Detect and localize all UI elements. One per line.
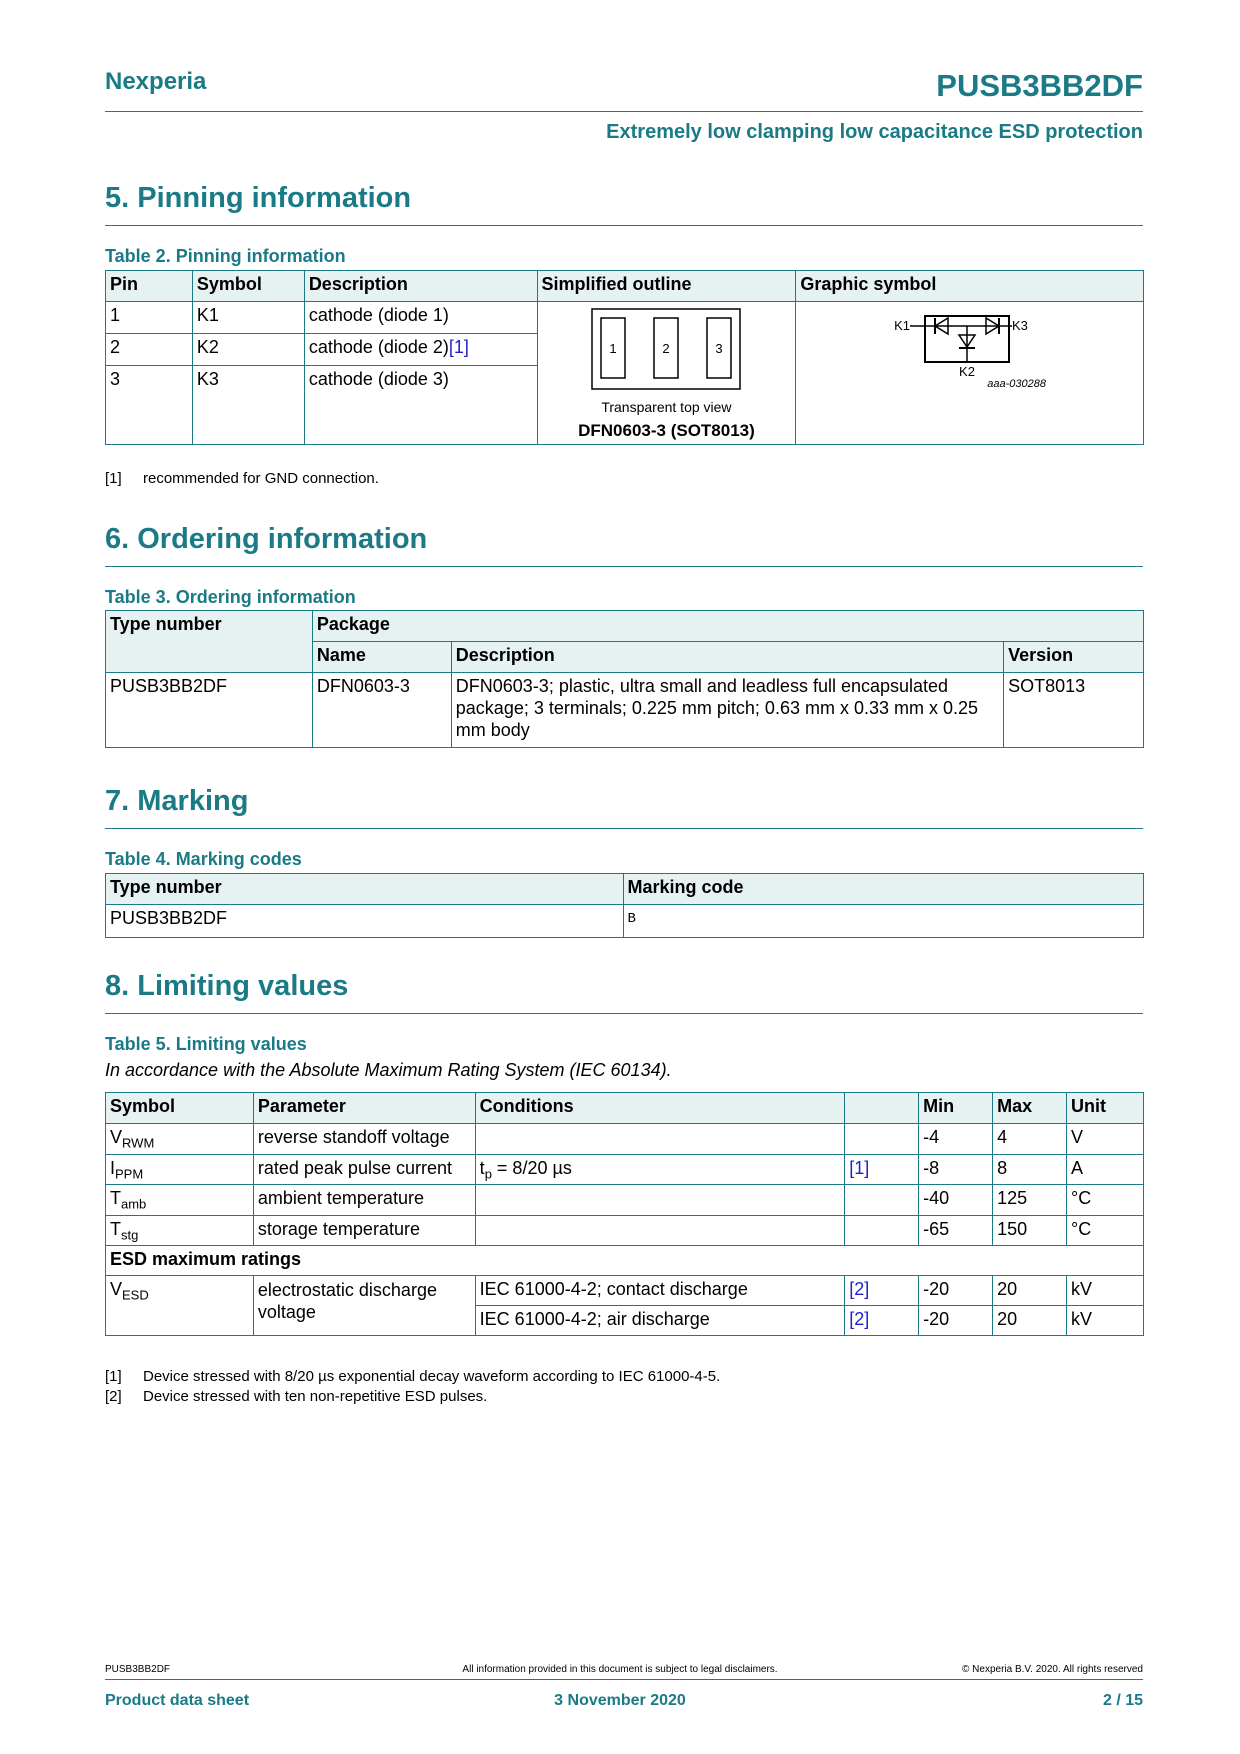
col-header: Marking code [623,874,1143,905]
min-cell: -8 [919,1154,993,1185]
col-header [845,1093,919,1124]
symbol-cell: K3 [192,365,304,399]
table-row [106,302,1144,334]
footnote-ref-link[interactable]: [2] [845,1306,919,1336]
ref-cell [845,1215,919,1246]
limiting-values-table [105,1092,1144,1336]
table-row [106,1185,1144,1216]
symbol-cell: $T_{stg}$ [106,1215,254,1246]
version-cell: SOT8013 [1004,673,1144,748]
max-cell: 20 [993,1276,1067,1306]
esd-ratings-header: ESD maximum ratings [106,1246,1144,1276]
col-header: Symbol [192,271,304,302]
parameter-cell: storage temperature [253,1215,475,1246]
package-outline-drawing [591,308,741,390]
parameter-cell: reverse standoff voltage [253,1124,475,1155]
section-5-title: 5. Pinning information [105,182,412,214]
table-4-title: Table 4. Marking codes [105,849,302,869]
footer-doc-id: PUSB3BB2DF [105,1664,171,1675]
parameter-cell: electrostatic discharge voltage [253,1276,475,1336]
col-header: Simplified outline [537,271,796,302]
unit-cell: V [1067,1124,1144,1155]
description-cell [304,333,537,365]
k1-label: K1 [893,318,910,333]
ref-cell [845,1124,919,1155]
unit-cell: A [1067,1154,1144,1185]
symbol-cell: $I_{PPM}$ [106,1154,254,1185]
section-5-rule [105,225,1143,226]
footnote-text: Device stressed with 8/20 µs exponential decay waveform according to IEC 61000-4-5. [143,1368,721,1385]
type-number-cell: PUSB3BB2DF [106,905,624,938]
table-2-title: Table 2. Pinning information [105,246,346,266]
max-cell: 125 [993,1185,1067,1216]
symbol-cell: $V_{ESD}$ [106,1276,254,1336]
col-header: Version [1004,642,1144,673]
footer-copyright: © Nexperia B.V. 2020. All rights reserved [962,1664,1143,1675]
package-name: DFN0603-3 (SOT8013) [578,421,755,440]
pin-cell: 3 [106,365,193,399]
diode-symbol-icon [890,308,1050,388]
unit-cell: °C [1067,1215,1144,1246]
pad-label: 1 [609,341,618,356]
col-header: Max [993,1093,1067,1124]
symbol-cell: $T_{amb}$ [106,1185,254,1216]
graphic-symbol-cell [796,302,1144,445]
col-header: Pin [106,271,193,302]
product-name: PUSB3BB2DF [936,68,1143,103]
unit-cell: °C [1067,1185,1144,1216]
col-header: Parameter [253,1093,475,1124]
ref-cell [845,1185,919,1216]
min-cell: -40 [919,1185,993,1216]
header-rule [105,111,1143,112]
conditions-cell [475,1185,845,1216]
col-header: Type number [106,874,624,905]
footer-doc-type: Product data sheet [105,1692,250,1709]
pin-cell: 1 [106,302,193,334]
k2-label: K2 [958,364,975,379]
footnote-ref-link[interactable]: [1] [448,336,469,357]
table-header-row [106,874,1144,905]
section-7-title: 7. Marking [105,785,249,817]
description-cell: cathode (diode 1) [304,302,537,334]
max-cell: 20 [993,1306,1067,1336]
footnote [105,470,379,487]
conditions-cell: IEC 61000-4-2; contact discharge [475,1276,845,1306]
table-5-title: Table 5. Limiting values [105,1034,307,1054]
min-cell: -20 [919,1276,993,1306]
table-subheader-row [106,1246,1144,1276]
section-6-rule [105,566,1143,567]
footer-date: 3 November 2020 [554,1692,686,1709]
ordering-table [105,610,1144,748]
table-row [106,1215,1144,1246]
pad-label: 3 [715,341,724,356]
section-8-rule [105,1013,1143,1014]
package-description-cell: DFN0603-3; plastic, ultra small and leadless full encapsulated package; 3 terminals; 0.225 mm pitch; 0.63 mm x 0.33 mm x 0.25 mm body [451,673,1003,748]
section-6-title: 6. Ordering information [105,523,428,555]
col-header: Min [919,1093,993,1124]
col-header: Package [312,611,1143,642]
symbol-cell: $V_{RWM}$ [106,1124,254,1155]
footer-disclaimer: All information provided in this document is subject to legal disclaimers. [462,1664,778,1675]
footnote [105,1388,487,1405]
symbol-cell: K2 [192,333,304,365]
type-number-cell: PUSB3BB2DF [106,673,313,748]
marking-table [105,873,1144,938]
min-cell: -20 [919,1306,993,1336]
footer-page-number: 2 / 15 [1102,1692,1143,1709]
table-row [106,673,1144,748]
footnote-text: Device stressed with ten non-repetitive ESD pulses. [143,1388,488,1405]
footnote-text: recommended for GND connection. [143,470,379,487]
description-cell: cathode (diode 3) [304,365,537,399]
table-row [106,905,1144,938]
package-name-cell: DFN0603-3 [312,673,451,748]
symbol-cell: K1 [192,302,304,334]
description-text: cathode (diode 2) [308,336,449,357]
pinning-table [105,270,1144,445]
conditions-cell [475,1215,845,1246]
unit-cell: kV [1067,1276,1144,1306]
col-header: Unit [1067,1093,1144,1124]
outline-caption: Transparent top view [601,399,732,415]
footnote-number: [1] [105,1368,122,1385]
max-cell: 8 [993,1154,1067,1185]
table-row [106,1276,1144,1306]
table-header-row [106,611,1144,642]
table-row [106,1124,1144,1155]
table-header-row [106,1093,1144,1124]
col-header: Conditions [475,1093,845,1124]
brand-name: Nexperia [105,68,207,95]
k3-label: K3 [1011,318,1028,333]
col-header: Symbol [106,1093,254,1124]
conditions-cell: IEC 61000-4-2; air discharge [475,1306,845,1336]
table-5-subtitle: In accordance with the Absolute Maximum Rating System (IEC 60134). [105,1060,672,1080]
pin-cell: 2 [106,333,193,365]
col-header: Name [312,642,451,673]
col-header: Type number [106,611,313,673]
footnote-number: [1] [105,470,122,487]
parameter-cell: ambient temperature [253,1185,475,1216]
footnote-number: [2] [105,1388,122,1405]
col-header: Description [451,642,1003,673]
footnote-ref-link[interactable]: [2] [845,1276,919,1306]
max-cell: 150 [993,1215,1067,1246]
figure-code: aaa-030288 [986,378,1046,388]
footer-rule [105,1679,1143,1680]
unit-cell: kV [1067,1306,1144,1336]
footnote [105,1368,720,1385]
conditions-cell [475,1124,845,1155]
product-subtitle: Extremely low clamping low capacitance ESD protection [606,121,1143,143]
min-cell: -4 [919,1124,993,1155]
section-8-title: 8. Limiting values [105,970,349,1002]
col-header: Description [304,271,537,302]
min-cell: -65 [919,1215,993,1246]
marking-code-cell: B [623,905,1143,938]
footnote-ref-link[interactable]: [1] [845,1154,919,1185]
col-header: Graphic symbol [796,271,1144,302]
max-cell: 4 [993,1124,1067,1155]
conditions-cell: $t_p = 8/20$ µs [475,1154,845,1185]
table-row [106,1154,1144,1185]
simplified-outline-cell [537,302,796,445]
pad-label: 2 [662,341,671,356]
parameter-cell: rated peak pulse current [253,1154,475,1185]
table-3-title: Table 3. Ordering information [105,587,356,607]
table-header-row [106,271,1144,302]
section-7-rule [105,828,1143,829]
